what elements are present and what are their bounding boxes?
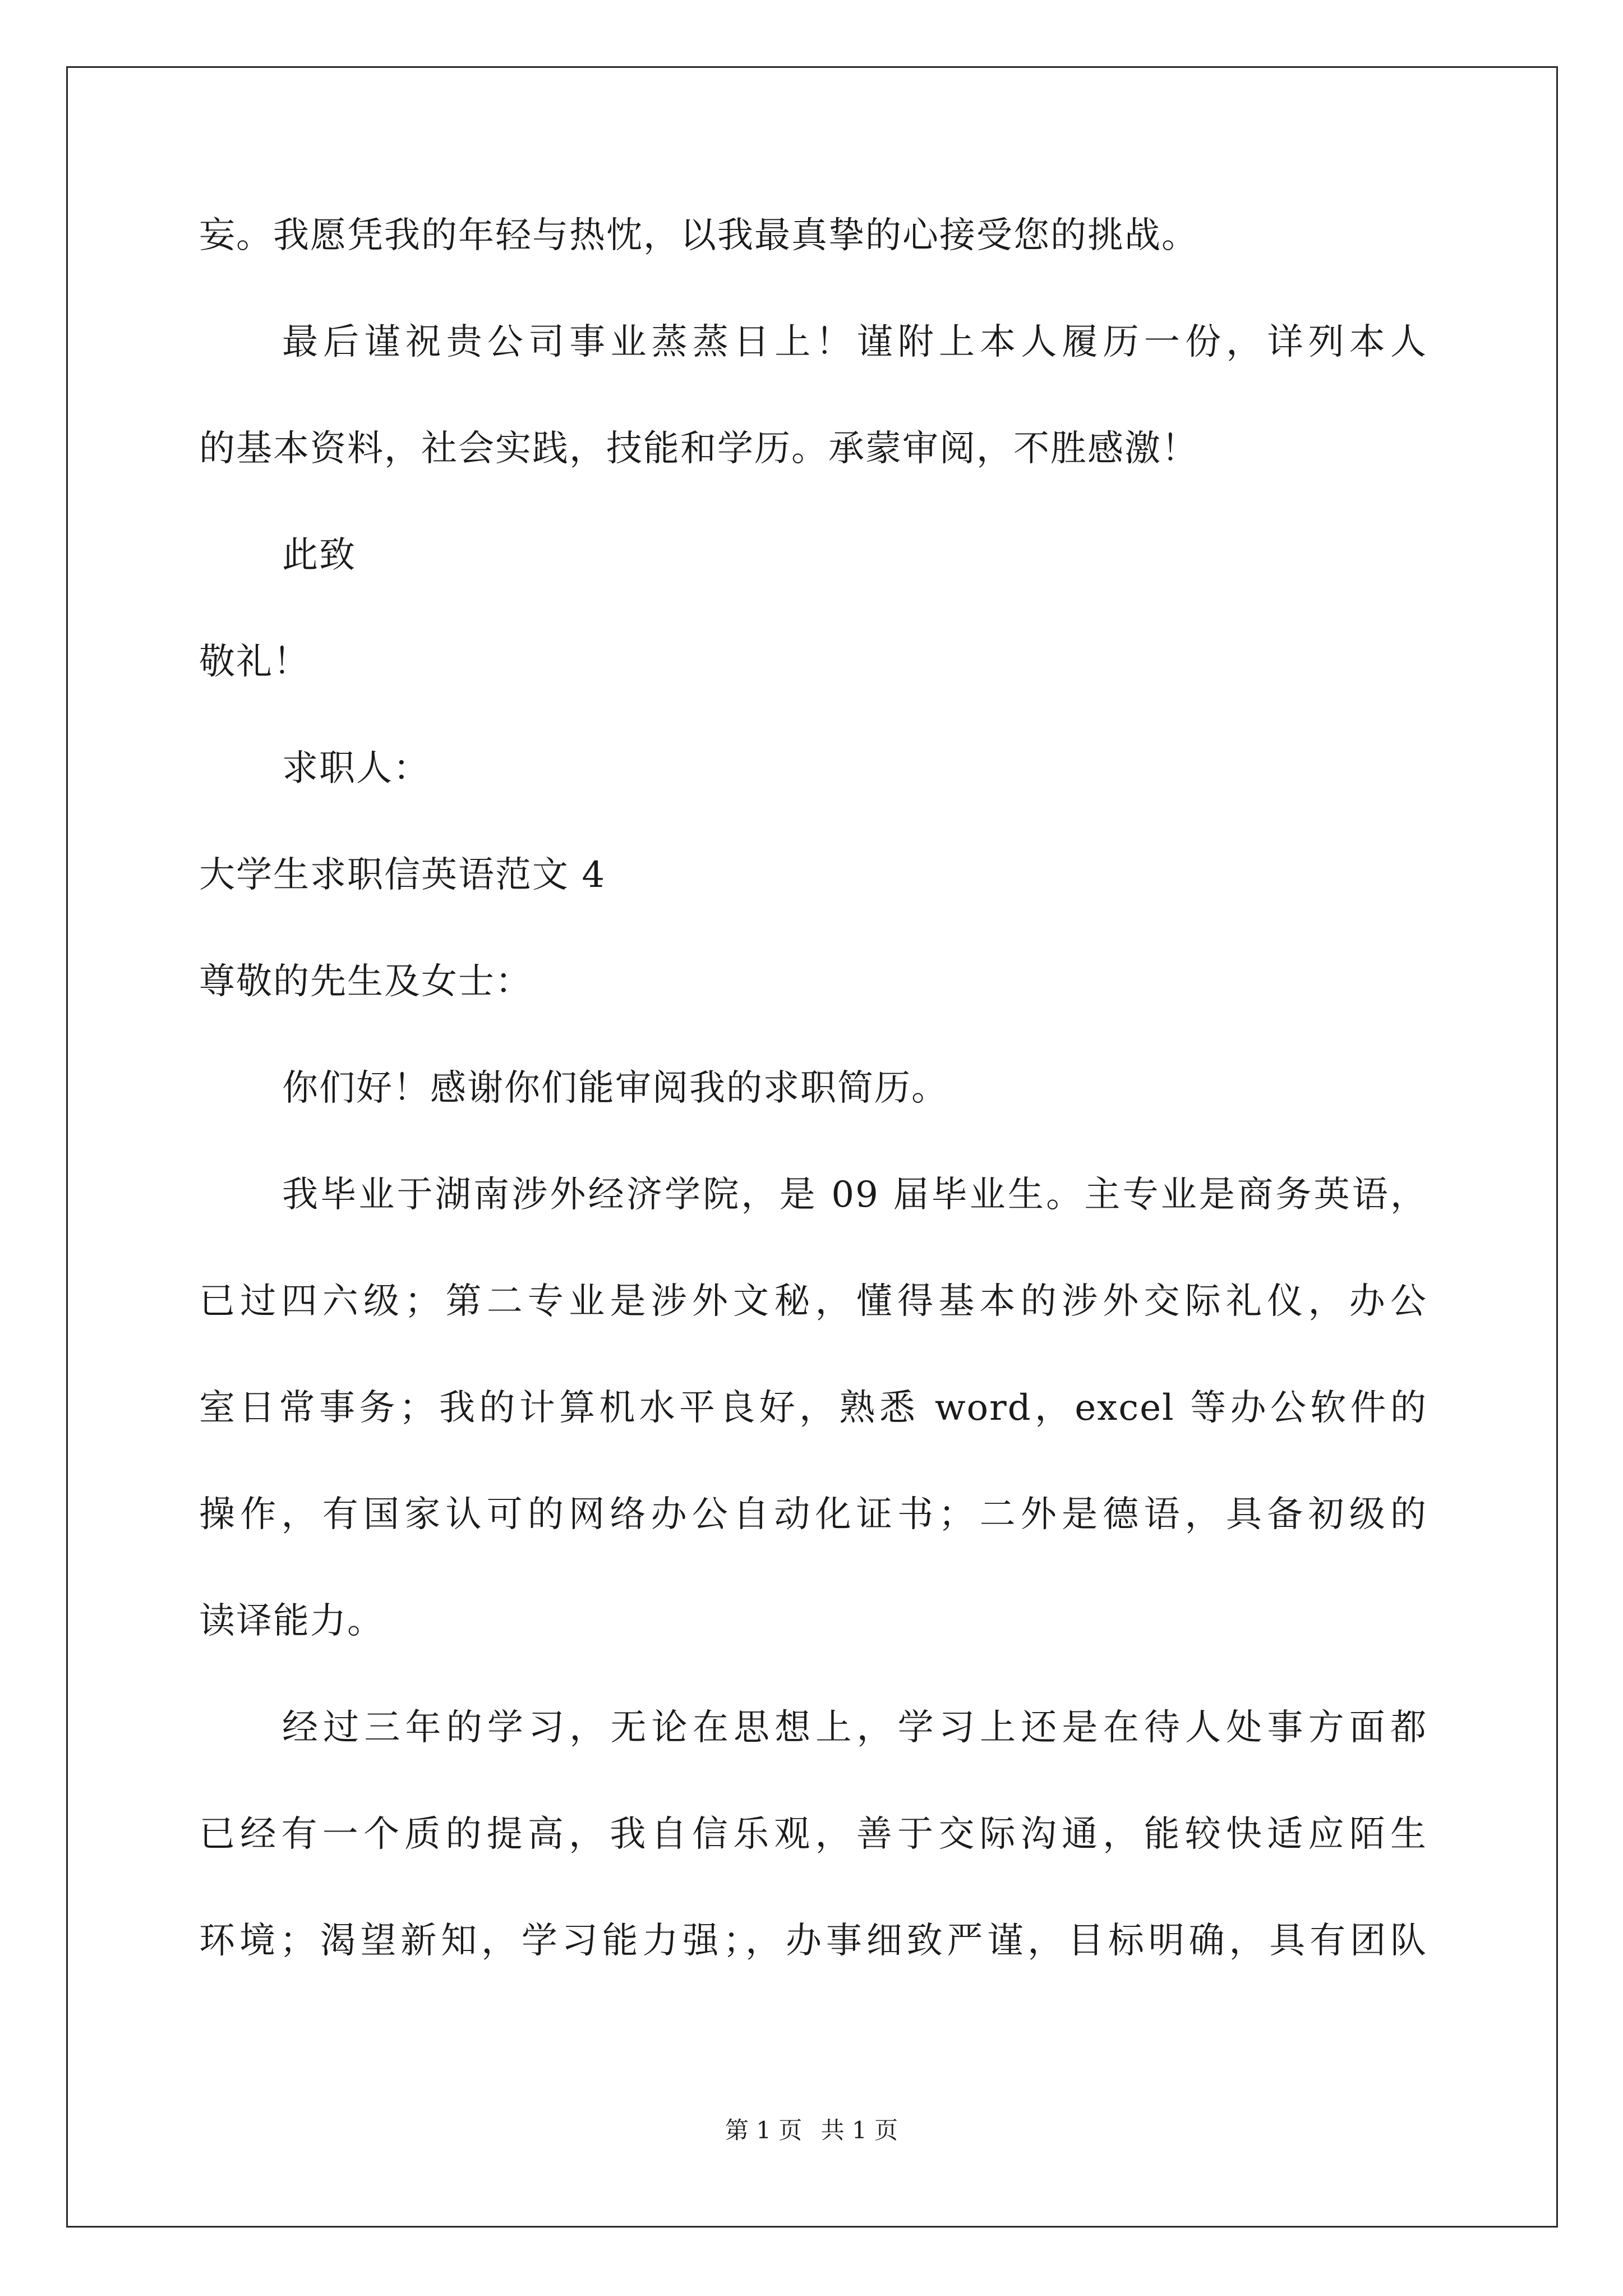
text-line: 经过三年的学习，无论在思想上，学习上还是在待人处事方面都 xyxy=(282,1707,1427,1749)
page-footer xyxy=(0,2115,1623,2146)
text-line: 室日常事务；我的计算机水平良好，熟悉 word，excel 等办公软件的 xyxy=(199,1387,1427,1429)
text-line: 敬礼！ xyxy=(199,641,310,683)
text-line: 已过四六级；第二专业是涉外文秘，懂得基本的涉外交际礼仪，办公 xyxy=(199,1281,1427,1322)
text-line: 此致 xyxy=(282,535,356,576)
text-line: 读译能力。 xyxy=(199,1600,384,1642)
text-line: 求职人： xyxy=(282,748,430,789)
page-border xyxy=(66,66,1558,2228)
text-line: 的基本资料，社会实践，技能和学历。承蒙审阅，不胜感激！ xyxy=(199,428,1198,470)
text-line: 操作，有国家认可的网络办公自动化证书；二外是德语，具备初级的 xyxy=(199,1494,1427,1535)
text-line: 环境；渴望新知，学习能力强；，办事细致严谨，目标明确，具有团队 xyxy=(199,1920,1427,1962)
text-line: 你们好！感谢你们能审阅我的求职简历。 xyxy=(282,1068,948,1109)
salutation: 尊敬的先生及女士： xyxy=(199,961,532,1002)
section-heading: 大学生求职信英语范文 4 xyxy=(199,854,606,896)
page-total: 共 1 页 xyxy=(820,2116,898,2144)
text-line: 妄。我愿凭我的年轻与热忱，以我最真挚的心接受您的挑战。 xyxy=(199,215,1198,256)
page-number: 第 1 页 xyxy=(725,2116,803,2144)
text-line: 我毕业于湖南涉外经济学院，是 09 届毕业生。主专业是商务英语， xyxy=(282,1174,1427,1216)
text-line: 已经有一个质的提高，我自信乐观，善于交际沟通，能较快适应陌生 xyxy=(199,1814,1427,1855)
text-line: 最后谨祝贵公司事业蒸蒸日上！谨附上本人履历一份，详列本人 xyxy=(282,321,1427,363)
